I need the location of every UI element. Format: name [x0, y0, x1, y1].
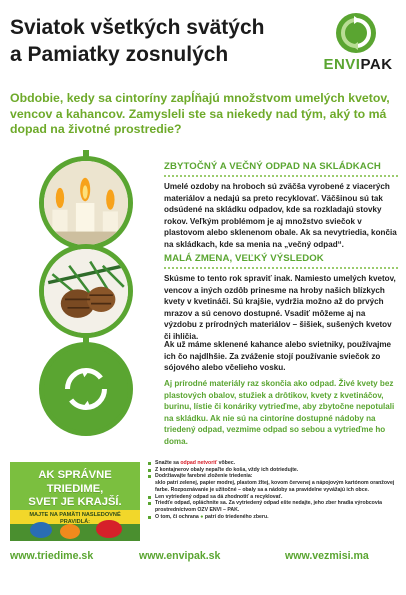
section-candles — [164, 339, 398, 374]
logo-wordmark-pak: PAK — [360, 56, 393, 73]
section-paragraph: Ak už máme sklenené kahance alebo svietniky, používajme ich čo najdlhšie. Za zváženie stojí používanie sviečok zo sójového alebo včelieho vosku. — [164, 340, 392, 373]
banner-title-line: SVET JE KRAJŠÍ. — [28, 496, 122, 508]
rule-text: Triedťe odpad, opláchnite sa. Za vytriedený odpad ešte nedajte, jeho zber hradia výrobcovia prostredníctvom OZV ENVI – PAK. — [155, 500, 383, 513]
rule-item — [148, 467, 398, 474]
rule-highlight: odpad netvoriť — [180, 460, 218, 466]
footer-link-vezmisi[interactable]: www.vezmisi.ma — [285, 550, 369, 562]
rule-text: a nádoby sa pravidelne vyvážajú ich obce. — [264, 486, 369, 493]
rule-text: Z kontajnerov obaly nepaľte do koša, vždy ich dotriedujte. — [155, 466, 299, 473]
closing-paragraph: Aj prírodné materiály raz skončia ako odpad. Živé kvety bez plastových obalov, stužiek a drôtikov, kvety z kvetináčov, burinu, lístie či konáriky vytrieďme, aby zbytočne nepotulali na skládku. Ak nie sú na cintoríne dostupné nádoby na triedený odpad, vezmime odpad so sebou a vytrieďme ho doma. — [164, 379, 395, 446]
green-dot-icon — [335, 12, 377, 54]
recycle-badge — [39, 342, 133, 436]
banner-title-line: AK SPRÁVNE TRIEDIME, — [38, 469, 112, 495]
paint-splash — [60, 524, 80, 539]
logo-wordmark — [318, 56, 398, 73]
logo-wordmark-envi: ENVI — [323, 56, 361, 73]
rule-text: O tom, či ochrana — [155, 513, 201, 520]
green-dot-inline-icon: ● — [200, 513, 204, 520]
section-waste — [164, 160, 398, 251]
rule-item — [148, 460, 398, 467]
rule-item — [148, 500, 398, 513]
rule-item — [148, 494, 398, 501]
rule-item — [148, 514, 398, 521]
section-closing — [164, 378, 398, 448]
rule-text: sklo patrí zelenej, papier modrej, plastom žltej, kovom červenej a nápojovým kartónom oranžovej farbe. Rozpoznávanie je užitočné – obaly sa — [155, 480, 395, 493]
rule-text: Dodržiavajte farebné zloženie triedenia: — [155, 473, 253, 480]
rule-text: Snažte sa — [155, 460, 181, 466]
footer-link-triedime[interactable]: www.triedime.sk — [10, 550, 94, 562]
rule-item — [148, 473, 398, 493]
rule-text: Len vytriedený odpad sa dá zhodnotiť a recyklovať. — [155, 493, 283, 500]
recycle-icon — [44, 347, 128, 431]
pinecones-photo — [39, 244, 133, 338]
rules-list — [148, 460, 398, 520]
banner-title — [16, 469, 134, 510]
banner-note: MAJTE NA PAMÄTI NASLEDOVNÉ PRAVIDLÁ: — [29, 512, 121, 525]
envipak-logo — [318, 12, 398, 80]
section-paragraph: Skúsme to tento rok spraviť inak. Namiesto umelých kvetov, vencov a iných ozdôb prinesme na hroby našich blízkych kvety v kvetináči. Sú krajšie, vydržia možno až do prvých mrazov a sú cenovo dostupné. Vsadiť môžeme aj na výzdobu z prírodných materiálov – šišiek, sušených kvetov či ihličia. — [164, 274, 396, 341]
intro-text: Obdobie, kedy sa cintoríny zapĺňajú množstvom umelých kvetov, vencov a kahancov. Zamysleli ste sa niekedy nad tým, aký to má dopad na životné prostredie? — [10, 91, 390, 136]
footer-links — [10, 550, 398, 566]
section-change — [164, 252, 398, 343]
pinecone-icon — [44, 249, 128, 333]
candles-photo — [39, 156, 133, 250]
footer-link-envipak[interactable]: www.envipak.sk — [139, 550, 221, 562]
rule-text: vôbec. — [217, 460, 236, 466]
rule-text: patrí do triedeného zberu. — [204, 513, 269, 520]
page-title: Sviatok všetkých svätých a Pamiatky zosnulých — [10, 16, 265, 66]
section-paragraph: Umelé ozdoby na hroboch sú zväčša vyrobené z viacerých materiálov a nedajú sa preto recyklovať. Väčšinou sú tak odsúdené na skládku odpadov, kde sa rozkladajú stovky rokov. Veľkým problémom je aj množstvo sviečok v plastovom alebo sklenenom obale. Ak sa nevytriedia, končia na skládkach, kde sa menia na „večný odpad“. — [164, 182, 397, 249]
candles-icon — [44, 161, 128, 245]
sorting-banner — [10, 462, 140, 541]
section-heading: MALÁ ZMENA, VEĽKÝ VÝSLEDOK — [164, 252, 398, 269]
section-heading: ZBYTOČNÝ A VEČNÝ ODPAD NA SKLÁDKACH — [164, 160, 398, 177]
